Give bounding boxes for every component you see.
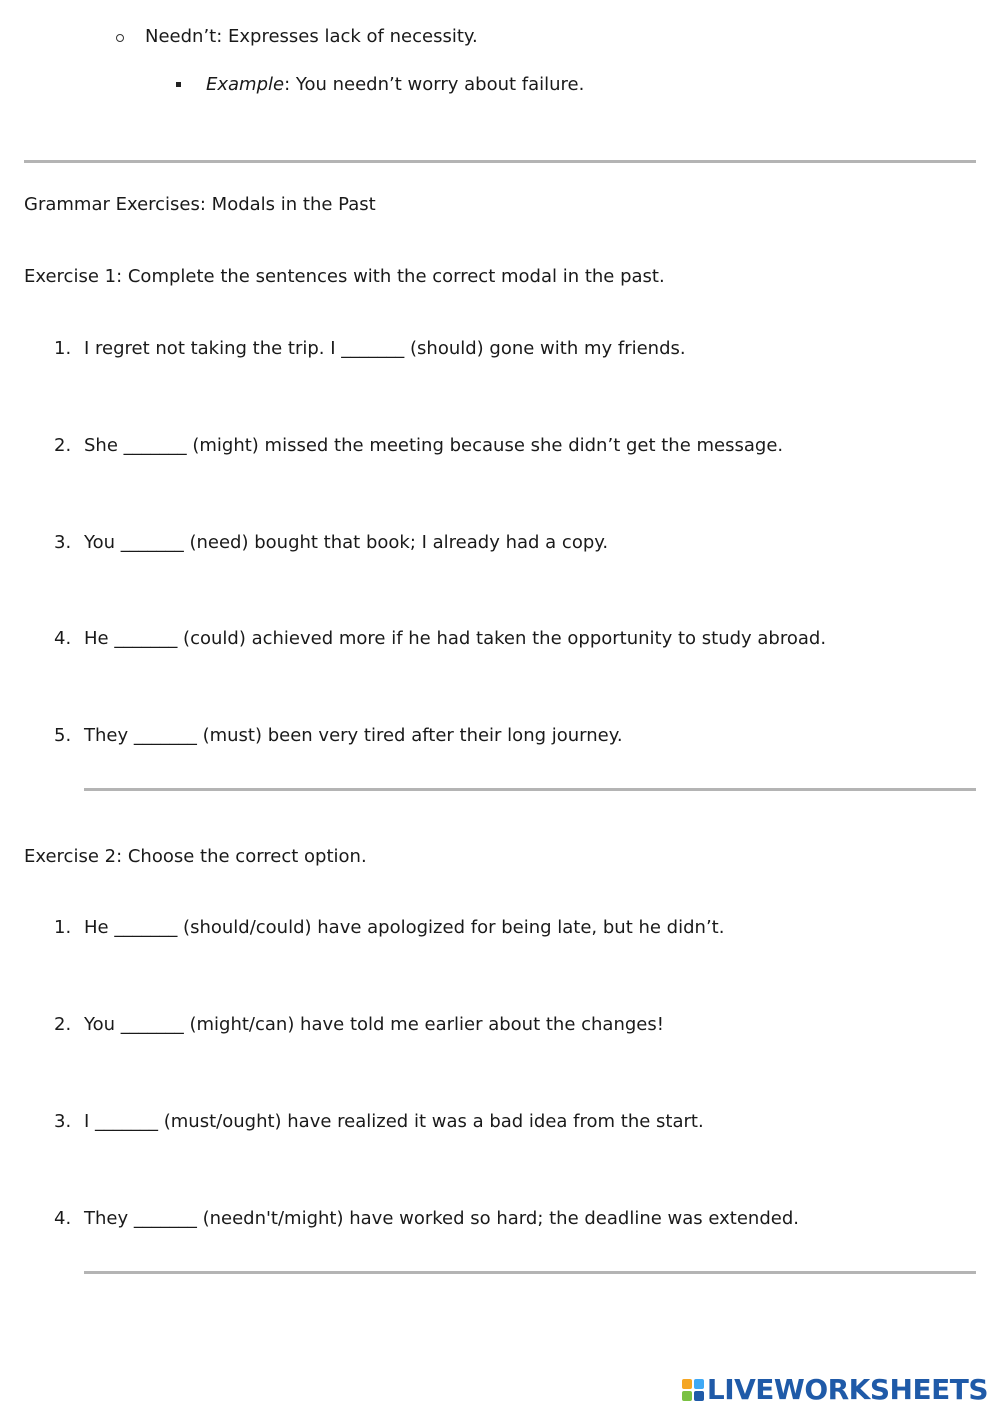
- exercise2-question: You _______ (might/can) have told me earlier about the changes!: [84, 1014, 664, 1035]
- exercise2-question: I _______ (must/ought) have realized it was a bad idea from the start.: [84, 1111, 704, 1132]
- exercise1-question: You _______ (need) bought that book; I already had a copy.: [84, 532, 609, 553]
- exercise1-item-number: 3.: [54, 532, 72, 553]
- exercise2-item-number: 1.: [54, 917, 72, 938]
- exercise2-question: They _______ (needn't/might) have worked so hard; the deadline was extended.: [84, 1208, 799, 1229]
- exercise2-item-number: 2.: [54, 1014, 72, 1035]
- exercise1-title: Exercise 1: Complete the sentences with the correct modal in the past.: [24, 266, 665, 287]
- logo-mark-icon: [682, 1379, 704, 1401]
- exercise1-item-number: 1.: [54, 338, 72, 359]
- example-line: [206, 74, 584, 96]
- exercise1-item-number: 2.: [54, 435, 72, 456]
- exercise2-item-number: 3.: [54, 1111, 72, 1132]
- neednt-definition: Needn’t: Expresses lack of necessity.: [145, 26, 478, 47]
- square-bullet-icon: [176, 82, 181, 87]
- section-title: Grammar Exercises: Modals in the Past: [24, 194, 376, 215]
- exercise2-item-number: 4.: [54, 1208, 72, 1229]
- circle-bullet-icon: [116, 34, 124, 42]
- exercise2-title: Exercise 2: Choose the correct option.: [24, 846, 367, 867]
- exercise1-item-number: 4.: [54, 628, 72, 649]
- liveworksheets-logo: [682, 1374, 988, 1406]
- example-text: : You needn’t worry about failure.: [284, 74, 585, 95]
- exercise1-question: They _______ (must) been very tired after their long journey.: [84, 725, 623, 746]
- exercise1-question: He _______ (could) achieved more if he had taken the opportunity to study abroad.: [84, 628, 827, 649]
- example-label: Example: [206, 74, 285, 95]
- logo-text: LIVEWORKSHEETS: [706, 1373, 988, 1406]
- divider: [84, 1271, 976, 1274]
- exercise1-item-number: 5.: [54, 725, 72, 746]
- divider: [24, 160, 976, 163]
- exercise1-question: I regret not taking the trip. I _______ (should) gone with my friends.: [84, 338, 686, 359]
- exercise2-question: He _______ (should/could) have apologized for being late, but he didn’t.: [84, 917, 725, 938]
- divider: [84, 788, 976, 791]
- exercise1-question: She _______ (might) missed the meeting because she didn’t get the message.: [84, 435, 784, 456]
